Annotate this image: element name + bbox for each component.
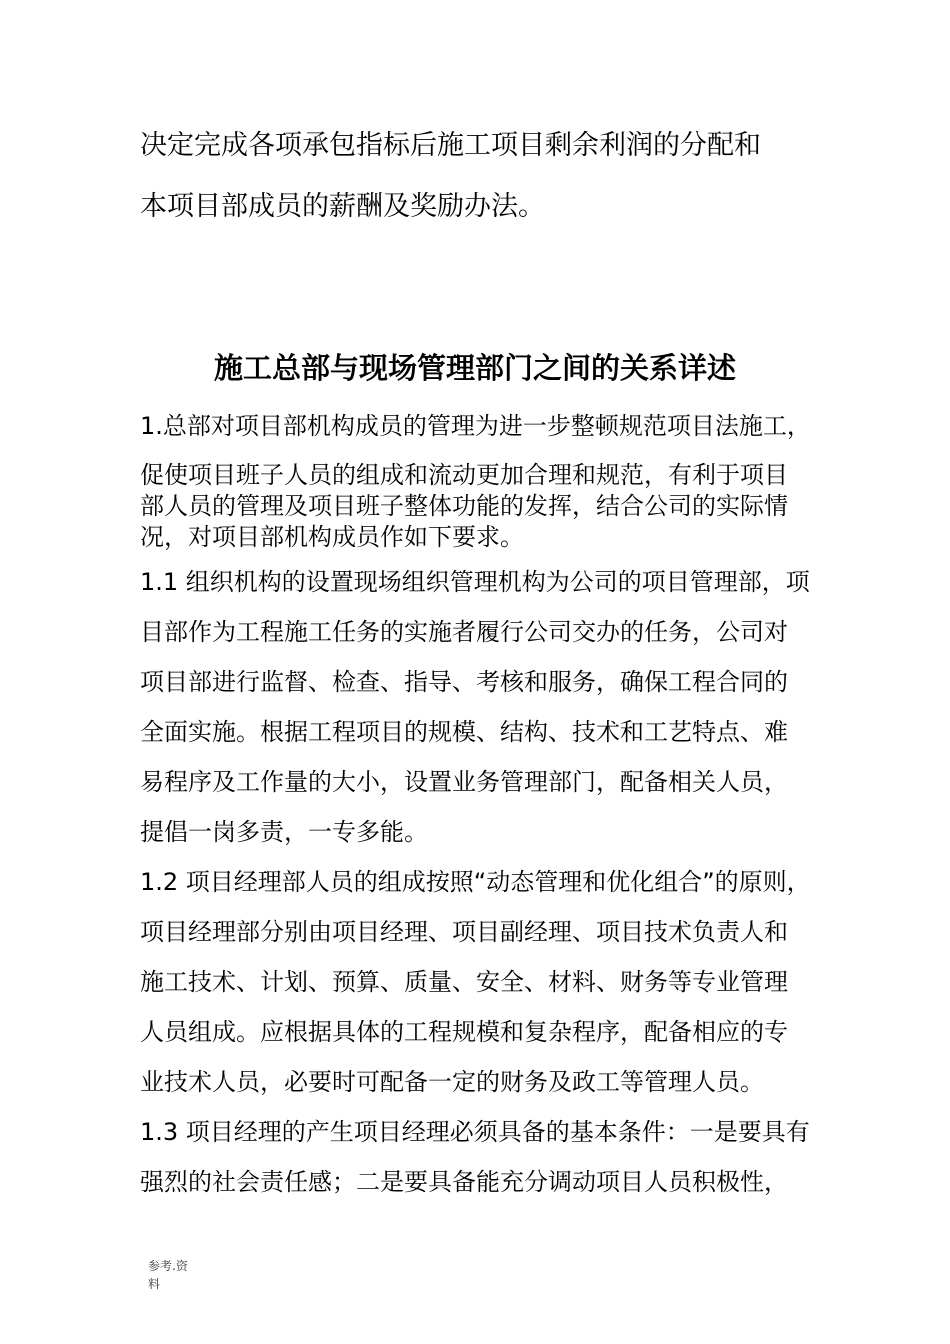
paragraph-line: 项目经理部分别由项目经理、项目副经理、项目技术负责人和 (140, 918, 788, 946)
paragraph-line: 1.2 项目经理部人员的组成按照“动态管理和优化组合”的原则， (140, 868, 811, 896)
paragraph-line: 况，对项目部机构成员作如下要求。 (140, 523, 524, 551)
paragraph-line: 强烈的社会责任感；二是要具备能充分调动项目人员积极性， (140, 1168, 788, 1196)
section-title: 施工总部与现场管理部门之间的关系详述 (213, 351, 736, 385)
paragraph-line: 部人员的管理及项目班子整体功能的发挥，结合公司的实际情 (140, 492, 788, 520)
intro-line: 决定完成各项承包指标后施工项目剩余利润的分配和 (140, 130, 761, 161)
paragraph-line: 目部作为工程施工任务的实施者履行公司交办的任务，公司对 (140, 618, 788, 646)
paragraph-line: 项目部进行监督、检查、指导、考核和服务，确保工程合同的 (140, 668, 788, 696)
footer-text: 料 (148, 1277, 161, 1291)
paragraph-line: 人员组成。应根据具体的工程规模和复杂程序，配备相应的专 (140, 1018, 788, 1046)
paragraph-line: 易程序及工作量的大小，设置业务管理部门，配备相关人员， (140, 768, 788, 796)
intro-line: 本项目部成员的薪酬及奖励办法。 (140, 191, 545, 222)
paragraph-line: 施工技术、计划、预算、质量、安全、材料、财务等专业管理 (140, 968, 788, 996)
paragraph-line: 1.1 组织机构的设置现场组织管理机构为公司的项目管理部，项 (140, 568, 810, 596)
footer-text: 参考.资 (148, 1259, 188, 1273)
paragraph-line: 促使项目班子人员的组成和流动更加合理和规范，有利于项目 (140, 461, 788, 489)
paragraph-line: 提倡一岗多责，一专多能。 (140, 818, 428, 846)
paragraph-line: 业技术人员，必要时可配备一定的财务及政工等管理人员。 (140, 1068, 764, 1096)
paragraph-line: 1.3 项目经理的产生项目经理必须具备的基本条件：一是要具有 (140, 1118, 810, 1146)
paragraph-line: 全面实施。根据工程项目的规模、结构、技术和工艺特点、难 (140, 718, 788, 746)
paragraph-line: 1.总部对项目部机构成员的管理为进一步整顿规范项目法施工， (140, 412, 811, 440)
